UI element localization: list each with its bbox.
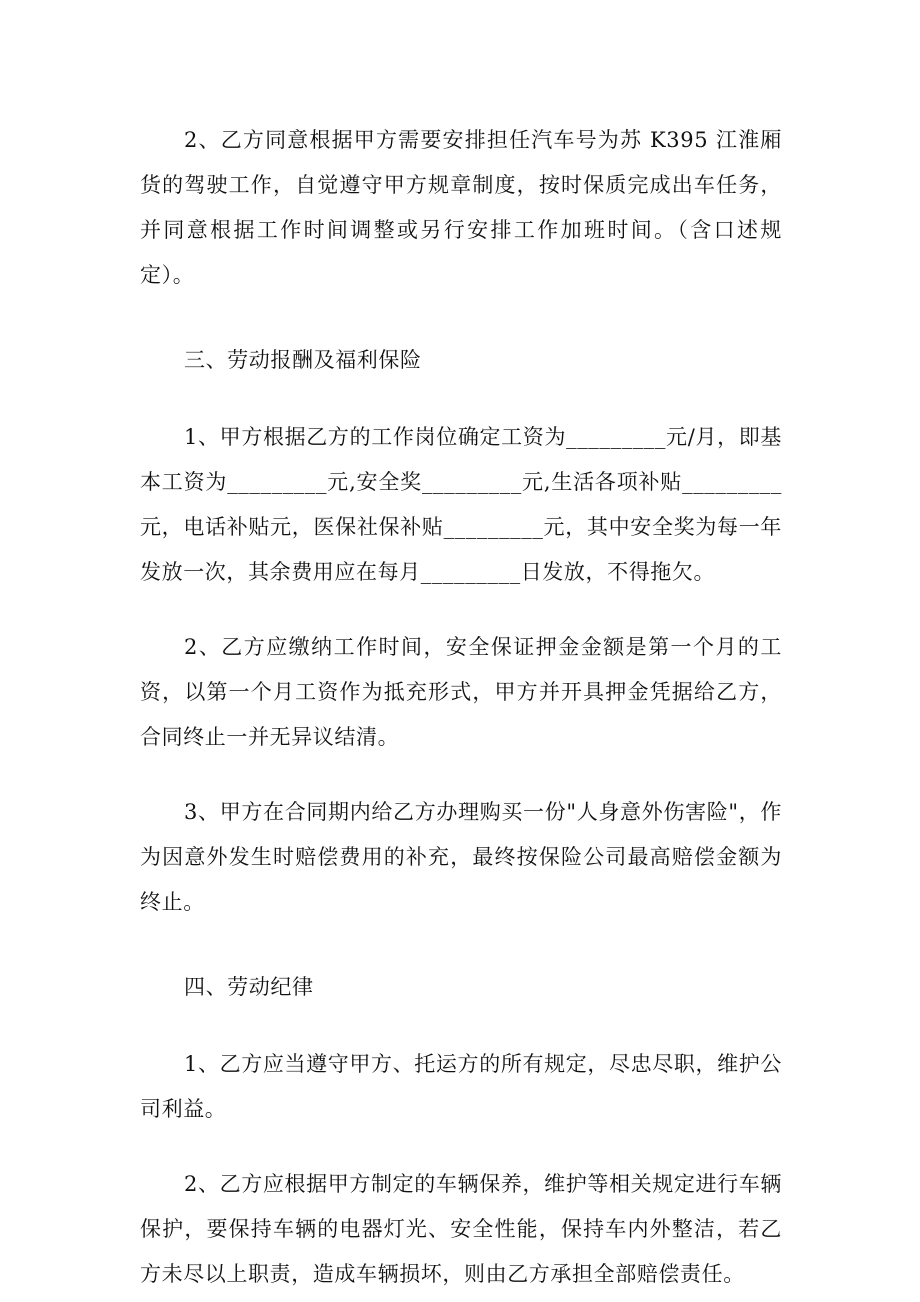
- clause-1-salary: 1、甲方根据乙方的工作岗位确定工资为_________元/月，即基本工资为_________元,安全奖_________元,生活各项补贴_________元，电话补贴元，医保社保补贴_________元，其中安全奖为每一年发放一次，其余费用应在每月_________日发放，不得拖欠。: [140, 425, 782, 584]
- clause-3-insurance: 3、甲方在合同期内给乙方办理购买一份"人身意外伤害险"，作为因意外发生时赔偿费用的补充，最终按保险公司最高赔偿金额为终止。: [140, 800, 782, 914]
- section-heading-discipline: 四、劳动纪律: [184, 975, 314, 999]
- clause-2-driving-duty: 2、乙方同意根据甲方需要安排担任汽车号为苏 K395 江淮厢货的驾驶工作，自觉遵守甲方规章制度，按时保质完成出车任务，并同意根据工作时间调整或另行安排工作加班时间。（含口述规定）。: [140, 128, 782, 287]
- discipline-clause-1: 1、乙方应当遵守甲方、托运方的所有规定，尽忠尽职，维护公司利益。: [140, 1052, 782, 1121]
- discipline-clause-2: 2、乙方应根据甲方制定的车辆保养，维护等相关规定进行车辆保护，要保持车辆的电器灯光、安全性能，保持车内外整洁，若乙方未尽以上职责，造成车辆损坏，则由乙方承担全部赔偿责任。: [140, 1172, 782, 1286]
- section-heading-remuneration: 三、劳动报酬及福利保险: [184, 348, 422, 372]
- clause-2-deposit: 2、乙方应缴纳工作时间，安全保证押金金额是第一个月的工资，以第一个月工资作为抵充形式，甲方并开具押金凭据给乙方，合同终止一并无异议结清。: [140, 635, 782, 749]
